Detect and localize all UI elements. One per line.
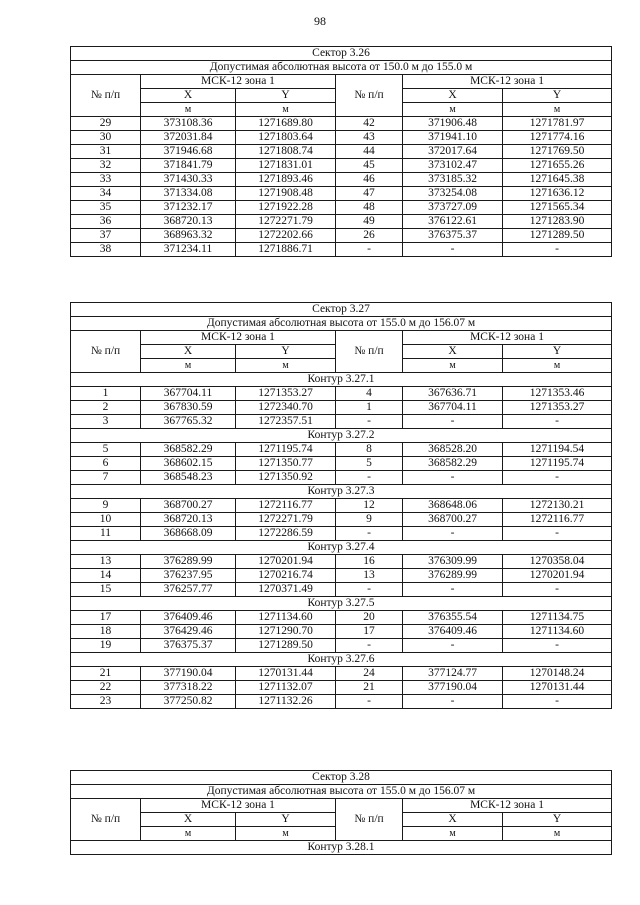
y-value: 1270201.94 <box>236 555 336 569</box>
x-value: 373727.09 <box>403 201 503 215</box>
x-value: 376429.46 <box>141 625 236 639</box>
x-value: 367830.59 <box>141 401 236 415</box>
x-value: 377124.77 <box>403 667 503 681</box>
y-value: 1270131.44 <box>503 681 612 695</box>
y-value: 1271134.60 <box>236 611 336 625</box>
contour-title-row <box>71 541 612 555</box>
point-number: - <box>336 527 403 541</box>
contour-title-row <box>71 373 612 387</box>
y-value: 1271689.80 <box>236 117 336 131</box>
y-value: 1271353.46 <box>503 387 612 401</box>
point-number: 16 <box>336 555 403 569</box>
contour-title: Контур 3.27.3 <box>71 485 612 499</box>
y-value: 1271195.74 <box>503 457 612 471</box>
x-value: 372031.84 <box>141 131 236 145</box>
y-value: 1271645.38 <box>503 173 612 187</box>
table-row <box>71 387 612 401</box>
y-value: 1271134.75 <box>503 611 612 625</box>
point-number: 33 <box>71 173 141 187</box>
point-number: - <box>336 583 403 597</box>
x-value: - <box>403 527 503 541</box>
point-number: 12 <box>336 499 403 513</box>
point-number: 1 <box>71 387 141 401</box>
point-number: 42 <box>336 117 403 131</box>
y-value: 1272271.79 <box>236 215 336 229</box>
unit-label: м <box>503 359 612 373</box>
x-value: - <box>403 471 503 485</box>
x-value: 376375.37 <box>141 639 236 653</box>
y-value: 1270201.94 <box>503 569 612 583</box>
y-value: 1270358.04 <box>503 555 612 569</box>
point-number: - <box>336 695 403 709</box>
y-value: 1271886.71 <box>236 243 336 257</box>
y-value: - <box>503 639 612 653</box>
zone-header: МСК-12 зона 1 <box>141 331 336 345</box>
point-number: 29 <box>71 117 141 131</box>
y-value: 1271781.97 <box>503 117 612 131</box>
x-value: 371906.48 <box>403 117 503 131</box>
header-row <box>71 799 612 813</box>
table-row <box>71 555 612 569</box>
y-value: 1271565.34 <box>503 201 612 215</box>
x-value: 368668.09 <box>141 527 236 541</box>
point-number: - <box>336 639 403 653</box>
x-value: 368528.20 <box>403 443 503 457</box>
point-number: 13 <box>71 555 141 569</box>
point-number: 7 <box>71 471 141 485</box>
y-header: Y <box>236 345 336 359</box>
height-note-row <box>71 317 612 331</box>
x-value: 373185.32 <box>403 173 503 187</box>
x-value: - <box>403 583 503 597</box>
y-value: 1271803.64 <box>236 131 336 145</box>
x-value: 376122.61 <box>403 215 503 229</box>
x-value: 377190.04 <box>141 667 236 681</box>
header-row <box>71 331 612 345</box>
point-number: 5 <box>336 457 403 471</box>
x-value: 371841.79 <box>141 159 236 173</box>
point-number: - <box>336 415 403 429</box>
zone-header: МСК-12 зона 1 <box>141 75 336 89</box>
y-value: - <box>503 583 612 597</box>
x-value: 371946.68 <box>141 145 236 159</box>
zone-header: МСК-12 зона 1 <box>403 75 612 89</box>
x-value: 377250.82 <box>141 695 236 709</box>
point-number: 23 <box>71 695 141 709</box>
table-row <box>71 159 612 173</box>
y-value: 1272130.21 <box>503 499 612 513</box>
point-number: 3 <box>71 415 141 429</box>
y-value: 1271195.74 <box>236 443 336 457</box>
table-row <box>71 583 612 597</box>
point-number: - <box>336 471 403 485</box>
x-value: 368720.13 <box>141 513 236 527</box>
point-number: 18 <box>71 625 141 639</box>
unit-label: м <box>403 359 503 373</box>
x-header: X <box>403 813 503 827</box>
table-row <box>71 401 612 415</box>
table-row <box>71 131 612 145</box>
point-number: 34 <box>71 187 141 201</box>
table-row <box>71 667 612 681</box>
y-value: 1271132.07 <box>236 681 336 695</box>
table-row <box>71 681 612 695</box>
point-number: 21 <box>336 681 403 695</box>
point-number: 44 <box>336 145 403 159</box>
point-number: 26 <box>336 229 403 243</box>
x-header: X <box>141 813 236 827</box>
x-value: 376289.99 <box>141 555 236 569</box>
x-value: 376289.99 <box>403 569 503 583</box>
x-value: 368700.27 <box>141 499 236 513</box>
sector-title-row <box>71 771 612 785</box>
table-row <box>71 513 612 527</box>
table-row <box>71 457 612 471</box>
point-number: 47 <box>336 187 403 201</box>
sector-title: Сектор 3.27 <box>71 303 612 317</box>
point-number: 19 <box>71 639 141 653</box>
height-note: Допустимая абсолютная высота от 155.0 м до 156.07 м <box>71 785 612 799</box>
contour-title-row <box>71 429 612 443</box>
x-header: X <box>403 345 503 359</box>
y-value: 1272202.66 <box>236 229 336 243</box>
y-value: 1270148.24 <box>503 667 612 681</box>
contour-title: Контур 3.27.6 <box>71 653 612 667</box>
y-value: 1272286.59 <box>236 527 336 541</box>
y-value: 1271908.48 <box>236 187 336 201</box>
point-number: 4 <box>336 387 403 401</box>
y-value: 1271636.12 <box>503 187 612 201</box>
table-row <box>71 215 612 229</box>
point-number: 46 <box>336 173 403 187</box>
sector-table <box>70 770 612 855</box>
y-value: 1272340.70 <box>236 401 336 415</box>
point-number: 14 <box>71 569 141 583</box>
zone-header: МСК-12 зона 1 <box>403 331 612 345</box>
x-value: 368602.15 <box>141 457 236 471</box>
y-value: 1270371.49 <box>236 583 336 597</box>
y-value: 1271289.50 <box>503 229 612 243</box>
num-header: № п/п <box>71 75 141 117</box>
y-value: 1271134.60 <box>503 625 612 639</box>
table-row <box>71 443 612 457</box>
unit-label: м <box>236 827 336 841</box>
num-header: № п/п <box>336 331 403 373</box>
x-value: 368548.23 <box>141 471 236 485</box>
x-value: 373254.08 <box>403 187 503 201</box>
x-value: 376375.37 <box>403 229 503 243</box>
contour-title: Контур 3.27.5 <box>71 597 612 611</box>
x-value: 367704.11 <box>141 387 236 401</box>
table-row <box>71 415 612 429</box>
point-number: 9 <box>336 513 403 527</box>
unit-label: м <box>503 103 612 117</box>
point-number: 9 <box>71 499 141 513</box>
height-note: Допустимая абсолютная высота от 150.0 м до 155.0 м <box>71 61 612 75</box>
unit-label: м <box>236 359 336 373</box>
table-row <box>71 527 612 541</box>
height-note-row <box>71 61 612 75</box>
point-number: 22 <box>71 681 141 695</box>
x-value: 376309.99 <box>403 555 503 569</box>
point-number: 45 <box>336 159 403 173</box>
y-value: 1272271.79 <box>236 513 336 527</box>
contour-title: Контур 3.27.1 <box>71 373 612 387</box>
contour-title-row <box>71 485 612 499</box>
unit-label: м <box>141 359 236 373</box>
x-value: 367636.71 <box>403 387 503 401</box>
y-value: 1271283.90 <box>503 215 612 229</box>
table-row <box>71 173 612 187</box>
x-value: - <box>403 639 503 653</box>
x-value: 368700.27 <box>403 513 503 527</box>
table-row <box>71 117 612 131</box>
x-value: 371234.11 <box>141 243 236 257</box>
num-header: № п/п <box>71 799 141 841</box>
table-row <box>71 695 612 709</box>
unit-label: м <box>403 827 503 841</box>
x-value: 377318.22 <box>141 681 236 695</box>
y-value: 1271893.46 <box>236 173 336 187</box>
x-value: 368582.29 <box>141 443 236 457</box>
unit-label: м <box>141 827 236 841</box>
point-number: 5 <box>71 443 141 457</box>
point-number: 36 <box>71 215 141 229</box>
contour-title-row <box>71 841 612 855</box>
num-header: № п/п <box>71 331 141 373</box>
y-value: 1271655.26 <box>503 159 612 173</box>
point-number: - <box>336 243 403 257</box>
x-value: 371232.17 <box>141 201 236 215</box>
point-number: 11 <box>71 527 141 541</box>
y-value: 1271769.50 <box>503 145 612 159</box>
point-number: 15 <box>71 583 141 597</box>
y-value: - <box>503 527 612 541</box>
x-value: 371334.08 <box>141 187 236 201</box>
x-header: X <box>403 89 503 103</box>
table-row <box>71 243 612 257</box>
num-header: № п/п <box>336 75 403 117</box>
x-value: 376257.77 <box>141 583 236 597</box>
num-header: № п/п <box>336 799 403 841</box>
y-value: 1270216.74 <box>236 569 336 583</box>
y-value: - <box>503 471 612 485</box>
zone-header: МСК-12 зона 1 <box>141 799 336 813</box>
y-value: 1271290.70 <box>236 625 336 639</box>
point-number: 8 <box>336 443 403 457</box>
x-header: X <box>141 345 236 359</box>
x-value: 367765.32 <box>141 415 236 429</box>
x-header: X <box>141 89 236 103</box>
x-value: 377190.04 <box>403 681 503 695</box>
point-number: 20 <box>336 611 403 625</box>
y-value: 1272357.51 <box>236 415 336 429</box>
y-value: 1272116.77 <box>236 499 336 513</box>
y-header: Y <box>503 89 612 103</box>
point-number: 35 <box>71 201 141 215</box>
table-row <box>71 145 612 159</box>
y-value: 1271194.54 <box>503 443 612 457</box>
point-number: 17 <box>336 625 403 639</box>
y-value: - <box>503 415 612 429</box>
unit-label: м <box>236 103 336 117</box>
unit-label: м <box>141 103 236 117</box>
x-value: 371941.10 <box>403 131 503 145</box>
point-number: 31 <box>71 145 141 159</box>
x-value: 368963.32 <box>141 229 236 243</box>
x-value: 376355.54 <box>403 611 503 625</box>
x-value: 373108.36 <box>141 117 236 131</box>
sector-title: Сектор 3.26 <box>71 47 612 61</box>
y-value: 1271350.77 <box>236 457 336 471</box>
y-value: 1271353.27 <box>503 401 612 415</box>
contour-title: Контур 3.28.1 <box>71 841 612 855</box>
point-number: 49 <box>336 215 403 229</box>
x-value: 368648.06 <box>403 499 503 513</box>
zone-header: МСК-12 зона 1 <box>403 799 612 813</box>
y-value: 1271922.28 <box>236 201 336 215</box>
y-value: 1271808.74 <box>236 145 336 159</box>
sector-title-row <box>71 47 612 61</box>
x-value: - <box>403 415 503 429</box>
point-number: 1 <box>336 401 403 415</box>
contour-title-row <box>71 597 612 611</box>
height-note-row <box>71 785 612 799</box>
table-row <box>71 499 612 513</box>
point-number: 13 <box>336 569 403 583</box>
point-number: 43 <box>336 131 403 145</box>
table-row <box>71 569 612 583</box>
point-number: 32 <box>71 159 141 173</box>
table-row <box>71 625 612 639</box>
x-value: 368720.13 <box>141 215 236 229</box>
y-value: 1272116.77 <box>503 513 612 527</box>
point-number: 48 <box>336 201 403 215</box>
page-number: 98 <box>314 14 326 28</box>
table-row <box>71 639 612 653</box>
y-value: 1271774.16 <box>503 131 612 145</box>
sector-table <box>70 46 612 257</box>
unit-label: м <box>503 827 612 841</box>
sector-title-row <box>71 303 612 317</box>
y-value: 1271831.01 <box>236 159 336 173</box>
contour-title-row <box>71 653 612 667</box>
y-value: 1270131.44 <box>236 667 336 681</box>
x-value: 373102.47 <box>403 159 503 173</box>
point-number: 30 <box>71 131 141 145</box>
y-value: 1271132.26 <box>236 695 336 709</box>
x-value: 376409.46 <box>141 611 236 625</box>
x-value: - <box>403 243 503 257</box>
y-value: - <box>503 243 612 257</box>
point-number: 10 <box>71 513 141 527</box>
table-row <box>71 187 612 201</box>
point-number: 6 <box>71 457 141 471</box>
point-number: 24 <box>336 667 403 681</box>
sector-title: Сектор 3.28 <box>71 771 612 785</box>
height-note: Допустимая абсолютная высота от 155.0 м до 156.07 м <box>71 317 612 331</box>
x-value: - <box>403 695 503 709</box>
point-number: 37 <box>71 229 141 243</box>
x-value: 371430.33 <box>141 173 236 187</box>
y-value: 1271350.92 <box>236 471 336 485</box>
x-value: 376409.46 <box>403 625 503 639</box>
unit-label: м <box>403 103 503 117</box>
y-value: 1271353.27 <box>236 387 336 401</box>
table-row <box>71 611 612 625</box>
y-value: - <box>503 695 612 709</box>
x-value: 367704.11 <box>403 401 503 415</box>
x-value: 376237.95 <box>141 569 236 583</box>
header-row <box>71 75 612 89</box>
point-number: 21 <box>71 667 141 681</box>
y-value: 1271289.50 <box>236 639 336 653</box>
y-header: Y <box>503 813 612 827</box>
y-header: Y <box>503 345 612 359</box>
contour-title: Контур 3.27.2 <box>71 429 612 443</box>
table-row <box>71 201 612 215</box>
table-row <box>71 229 612 243</box>
point-number: 38 <box>71 243 141 257</box>
x-value: 368582.29 <box>403 457 503 471</box>
table-row <box>71 471 612 485</box>
y-header: Y <box>236 89 336 103</box>
y-header: Y <box>236 813 336 827</box>
point-number: 17 <box>71 611 141 625</box>
sector-table <box>70 302 612 709</box>
point-number: 2 <box>71 401 141 415</box>
contour-title: Контур 3.27.4 <box>71 541 612 555</box>
x-value: 372017.64 <box>403 145 503 159</box>
